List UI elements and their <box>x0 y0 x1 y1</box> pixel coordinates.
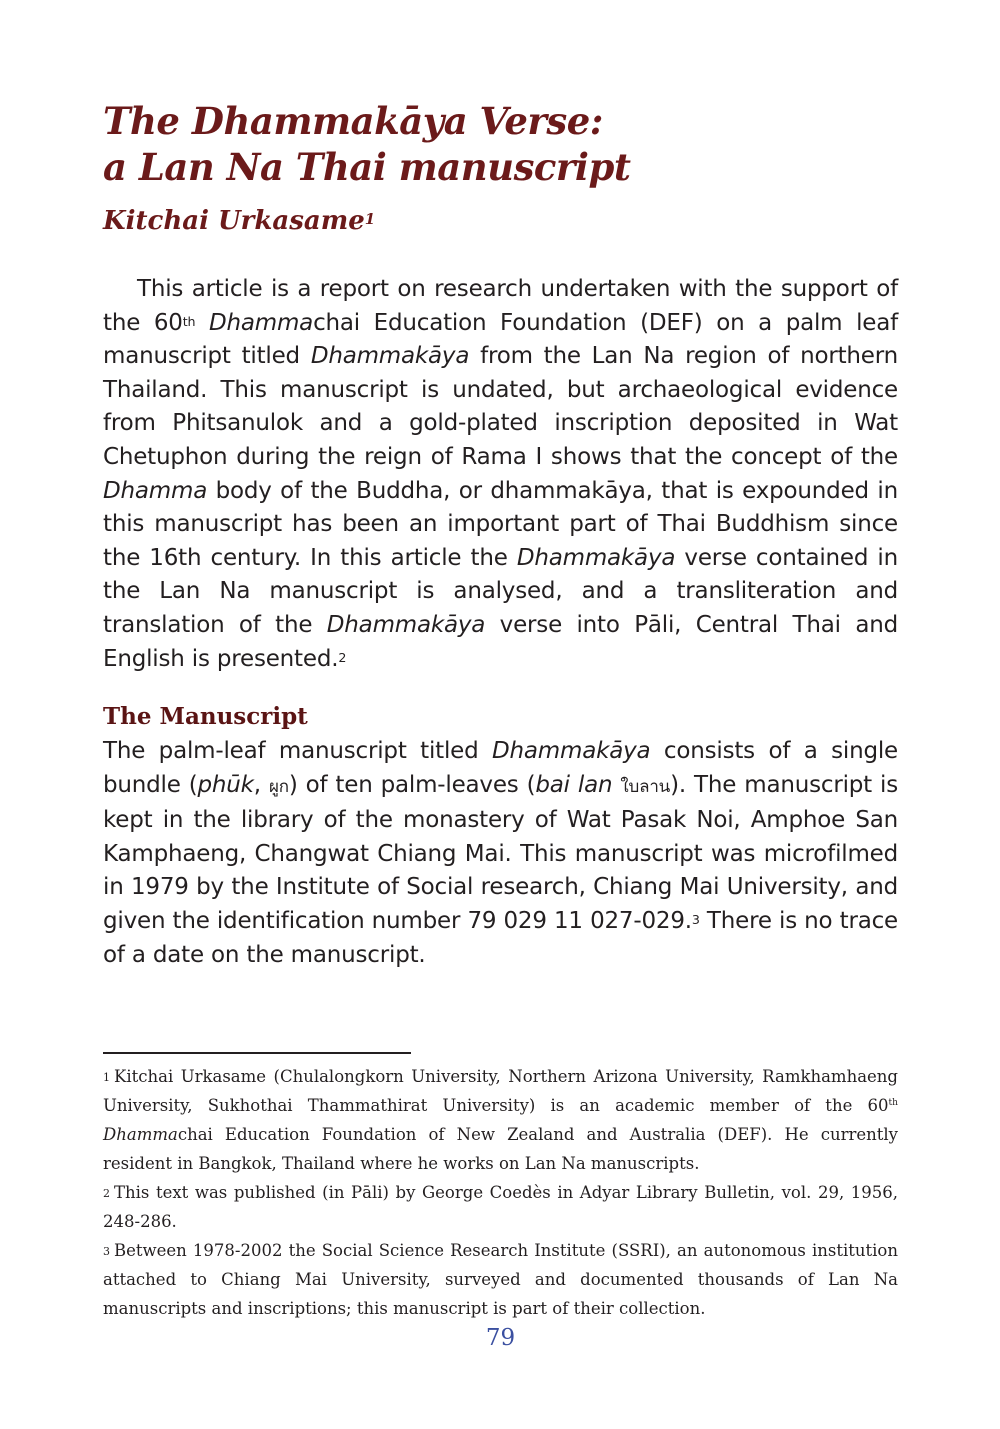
section-paragraph <box>103 735 898 972</box>
footnote-mark: 3 <box>103 1245 110 1258</box>
italic-term: Dhamma <box>208 309 314 336</box>
footnote-ref-2[interactable]: 2 <box>338 649 347 665</box>
abstract-text <box>195 310 209 336</box>
body-text: consists of a single bundle ( <box>103 738 898 798</box>
body-text: ). The manuscript is kept in the library of the monastery of Wat Pasak Noi, Amphoe San Kamphaeng, Changwat Chiang Mai. This manuscript was microfilmed in 1979 by the Institute of Social research, Chiang Mai University, and given the identification number 79 029 11 027-029. <box>103 771 898 934</box>
italic-term: Dhamma <box>103 1125 178 1144</box>
ordinal-suffix: th <box>888 1098 898 1108</box>
abstract-text: from the Lan Na region of northern Thailand. This manuscript is undated, but archaeological evidence from Phitsanulok and a gold-plated inscription deposited in Wat Chetuphon during the reign of Rama I shows that the concept of the <box>103 343 898 470</box>
italic-term: bai lan <box>535 771 613 798</box>
footnote-divider <box>103 1052 411 1054</box>
footnote-mark: 2 <box>103 1187 110 1200</box>
italic-term: phūk <box>197 771 254 798</box>
italic-term: Dhamma <box>103 477 208 504</box>
author-byline <box>103 204 375 238</box>
thai-script-term: ผูก <box>268 776 289 797</box>
thai-script-term: ใบลาน <box>620 776 671 797</box>
body-text: ) of ten palm-leaves ( <box>288 771 536 798</box>
title-line-2: a Lan Na Thai manuscript <box>103 145 631 189</box>
italic-term: Dhammakāya <box>326 611 486 638</box>
italic-term: Dhammakāya <box>310 343 470 370</box>
footnote-3 <box>103 1236 898 1323</box>
abstract-text: verse contained in the Lan Na manuscript is analysed, and a transliteration and translation of the <box>103 544 898 638</box>
footnote-text: Kitchai Urkasame (Chulalongkorn University, Northern Arizona University, Ramkhamhaeng University, Sukhothai Thammathirat University) is an academic member of the 60 <box>103 1067 898 1115</box>
footnote-mark: 1 <box>103 1071 110 1084</box>
ordinal-suffix: th <box>182 313 196 329</box>
abstract-text: verse into Pāli, Central Thai and English is presented. <box>103 611 898 672</box>
abstract-text: chai Education Foundation (DEF) on a palm leaf manuscript titled <box>103 309 898 370</box>
footnote-2 <box>103 1178 898 1236</box>
footnote-ref-1[interactable]: 1 <box>364 210 376 228</box>
section-heading: The Manuscript <box>103 703 308 730</box>
title-line-1: The Dhammakāya Verse: <box>103 99 603 143</box>
footnote-text: chai Education Foundation of New Zealand and Australia (DEF). He currently resident in Bangkok, Thailand where he works on Lan Na manuscripts. <box>103 1125 898 1173</box>
page-number: 79 <box>485 1325 516 1351</box>
abstract-paragraph <box>103 273 898 676</box>
article-title <box>103 98 898 190</box>
footnote-text: This text was published (in Pāli) by George Coedès in Adyar Library Bulletin, vol. 29, 1956, 248-286. <box>103 1183 898 1231</box>
abstract-text: This article is a report on research undertaken with the support of the 60 <box>103 276 898 336</box>
footnote-1 <box>103 1062 898 1178</box>
body-text: There is no trace of a date on the manuscript. <box>103 907 898 968</box>
abstract-text: body of the Buddha, or dhammakāya, that is expounded in this manuscript has been an important part of Thai Buddhism since the 16th century. In this article the <box>103 477 898 571</box>
author-name: Kitchai Urkasame <box>103 206 365 236</box>
footnote-text: Between 1978-2002 the Social Science Research Institute (SSRI), an autonomous institution attached to Chiang Mai University, surveyed and documented thousands of Lan Na manuscripts and inscriptions; this manuscript is part of their collection. <box>103 1241 898 1318</box>
document-page <box>103 0 898 1429</box>
body-text: , <box>253 771 269 798</box>
italic-term: Dhammakāya <box>492 738 651 764</box>
italic-term: Dhammakāya <box>516 544 676 571</box>
footnote-ref-3[interactable]: 3 <box>691 911 700 927</box>
footnotes <box>103 1062 898 1323</box>
body-text: The palm-leaf manuscript titled <box>103 738 492 764</box>
